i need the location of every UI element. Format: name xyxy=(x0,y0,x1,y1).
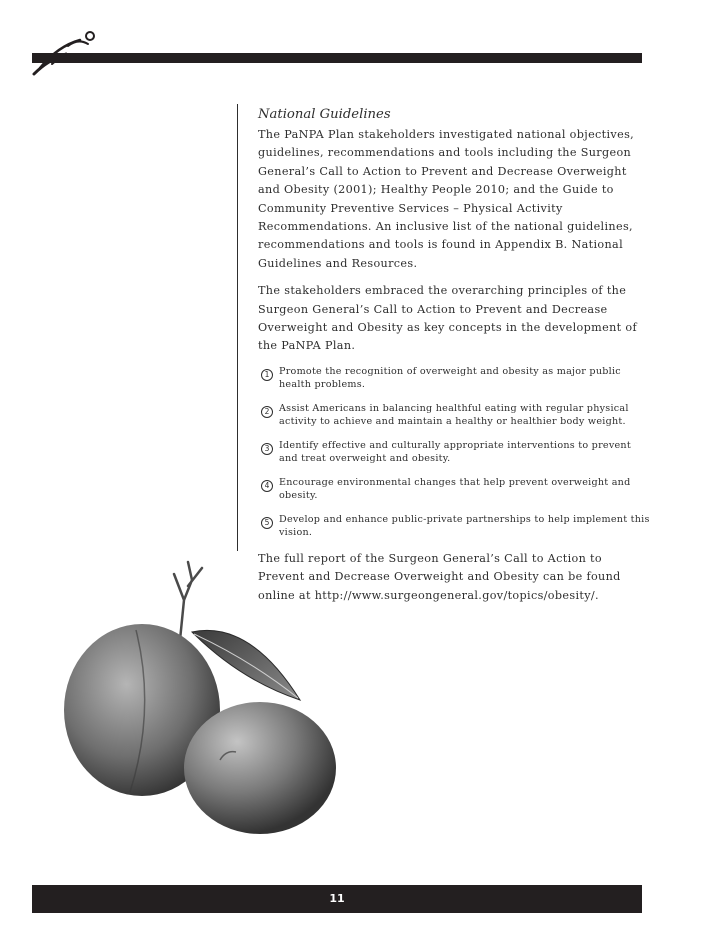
principle-item xyxy=(258,439,650,465)
principle-text: Develop and enhance public-private partnerships to help implement this vision. xyxy=(279,513,650,538)
principle-text: Encourage environmental changes that help prevent overweight and obesity. xyxy=(279,476,631,501)
main-content xyxy=(258,106,650,614)
runner-logo-icon xyxy=(28,24,100,80)
header-bar xyxy=(32,53,642,63)
principle-text: Promote the recognition of overweight and obesity as major public health problems. xyxy=(279,365,621,390)
page-number: 11 xyxy=(329,892,345,905)
principle-item xyxy=(258,513,650,539)
section-title: National Guidelines xyxy=(258,107,391,122)
margin-rule xyxy=(237,104,238,551)
principle-item xyxy=(258,365,650,391)
apricots-illustration xyxy=(60,560,360,850)
closing-paragraph: The full report of the Surgeon General’s Call to Action to Prevent and Decrease Overweight and Obesity can be found online at http://www.surgeongeneral.gov/topics/obesity/. xyxy=(258,551,621,602)
principle-text: Identify effective and culturally appropriate interventions to prevent and treat overweight and obesity. xyxy=(279,439,631,464)
principle-number-badge: 4 xyxy=(261,480,273,492)
principles-list xyxy=(258,365,650,539)
principles-intro-paragraph: The stakeholders embraced the overarching principles of the Surgeon General’s Call to Action to Prevent and Decrease Overweight and Obesity as key concepts in the development of the PaNPA Plan. xyxy=(258,284,637,353)
footer-bar xyxy=(32,885,642,913)
principle-text: Assist Americans in balancing healthful eating with regular physical activity to achieve and maintain a healthy or healthier body weight. xyxy=(279,402,629,427)
principle-number-badge: 3 xyxy=(261,443,273,455)
intro-paragraph: The PaNPA Plan stakeholders investigated national objectives, guidelines, recommendations and tools including the Surgeon General’s Call to Action to Prevent and Decrease Overweight and Obesity (2001); Healthy People 2010; and the Guide to Community Preventive Services – Physical Activity Recommendations. An inclusive list of the national guidelines, recommendations and tools is found in Appendix B. National Guidelines and Resources. xyxy=(258,128,635,270)
principle-item xyxy=(258,476,650,502)
principle-number-badge: 2 xyxy=(261,406,273,418)
principle-number-badge: 5 xyxy=(261,517,273,529)
principle-number-badge: 1 xyxy=(261,369,273,381)
principle-item xyxy=(258,402,650,428)
